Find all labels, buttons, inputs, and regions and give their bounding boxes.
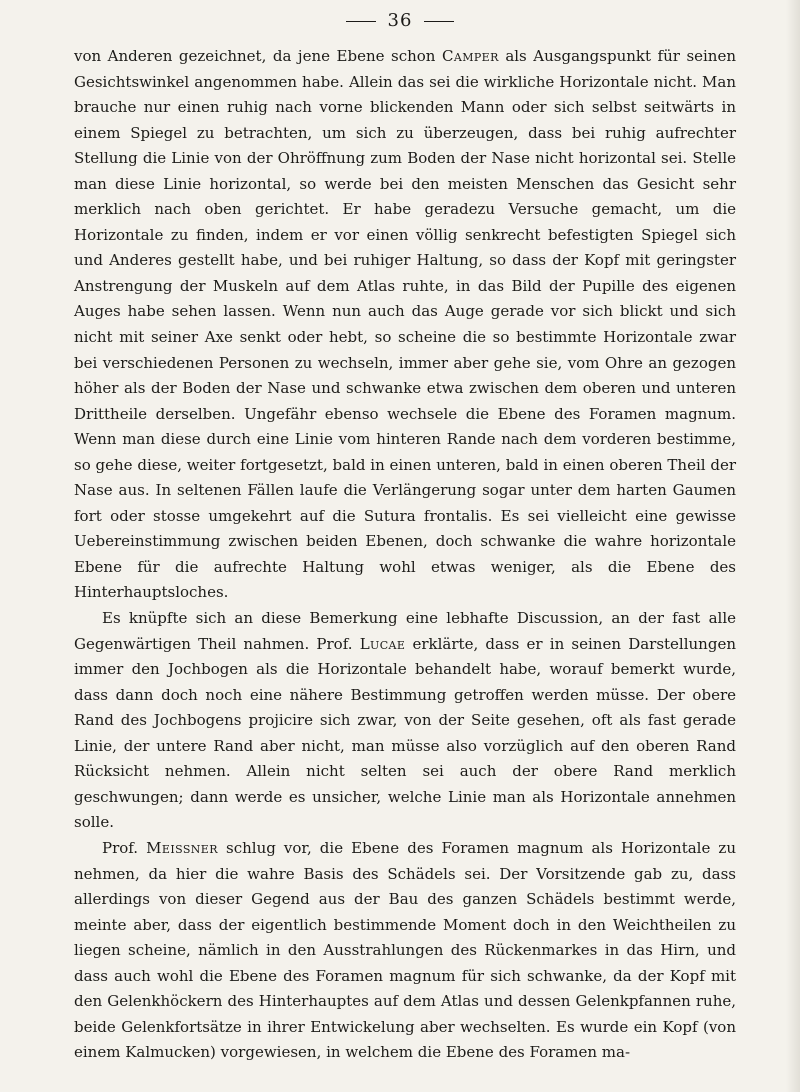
author-name-meissner: Meissner [146,838,218,857]
page-number-value: 36 [387,10,413,31]
paragraph-lucae: Es knüpfte sich an diese Bemerkung eine lebhafte Discussion, an der fast alle Gegenwärtigen Theil nahmen. Prof. Lucae erklärte, dass er in seinen Darstellungen immer den Jochbogen als die Horizontale behandelt habe, worauf bemerkt wurde, dass dann doch noch eine nähere Bestimmung getroffen werden müsse. Der obere Rand des Jochbogens projicire sich zwar, von der Seite gesehen, oft als fast gerade Linie, der untere Rand aber nicht, man müsse also vorzüglich auf den oberen Rand Rücksicht nehmen. Allein nicht selten sei auch der obere Rand merklich geschwungen; dann werde es unsicher, welche Linie man als Horizontale annehmen solle. [74,609,736,832]
page-edge-shadow [786,0,800,1092]
page-number [0,10,800,31]
page-number-dash-left [346,21,376,22]
paragraph-meissner: Prof. Meissner schlug vor, die Ebene des Foramen magnum als Horizontale zu nehmen, da hier die wahre Basis des Schädels sei. Der Vorsitzende gab zu, dass allerdings von dieser Gegend aus der Bau des ganzen Schädels bestimmt werde, meinte aber, dass der eigentlich bestimmende Moment doch in den Weichtheilen zu liegen scheine, nämlich in den Ausstrahlungen des Rückenmarkes in das Hirn, und dass auch wohl die Ebene des Foramen magnum für sich schwanke, da der Kopf mit den Gelenkhöckern des Hinterhauptes auf dem Atlas und dessen Gelenkpfannen ruhe, beide Gelenkfortsätze in ihrer Entwickelung aber wechselten. Es wurde ein Kopf (von einem Kalmucken) vorgewiesen, in welchem die Ebene des Foramen ma- [74,838,736,1062]
page-number-dash-right [424,21,454,22]
author-name-lucae: Lucae [359,634,406,653]
body-text [74,44,736,1066]
paragraph-camper: von Anderen gezeichnet, da jene Ebene schon Camper als Ausgangspunkt für seinen Gesichtswinkel angenommen habe. Allein das sei die wirkliche Horizontale nicht. Man brauche nur einen ruhig nach vorne blickenden Mann oder sich selbst seitwärts in einem Spiegel zu betrachten, um sich zu überzeugen, dass bei ruhig aufrechter Stellung die Linie von der Ohröffnung zum Boden der Nase nicht horizontal sei. Stelle man diese Linie horizontal, so werde bei den meisten Menschen das Gesicht sehr merklich nach oben gerichtet. Er habe geradezu Versuche gemacht, um die Horizontale zu finden, indem er vor einen völlig senkrecht befestigten Spiegel sich und Anderes gestellt habe, und bei ruhiger Haltung, so dass der Kopf mit geringster Anstrengung der Muskeln auf dem Atlas ruhte, in das Bild der Pupille des eigenen Auges habe sehen lassen. Wenn nun auch das Auge gerade vor sich blickt und sich nicht mit seiner Axe senkt oder hebt, so scheine die so bestimmte Horizontale zwar bei verschiedenen Personen zu wechseln, immer aber gehe sie, vom Ohre an gezogen höher als der Boden der Nase und schwanke etwa zwischen dem oberen und unteren Drittheile derselben. Ungefähr ebenso wechsele die Ebene des Foramen magnum. Wenn man diese durch eine Linie vom hinteren Rande nach dem vorderen bestimme, so gehe diese, weiter fortgesetzt, bald in einen unteren, bald in einen oberen Theil der Nase aus. In seltenen Fällen laufe die Verlängerung sogar unter dem harten Gaumen fort oder stosse umgekehrt auf die Sutura frontalis. Es sei vielleicht eine gewisse Uebereinstimmung zwischen beiden Ebenen, doch schwanke die wahre horizontale Ebene für die aufrechte Haltung wohl etwas weniger, als die Ebene des Hinterhauptsloches. [74,47,737,602]
author-name-camper: Camper [441,47,499,65]
